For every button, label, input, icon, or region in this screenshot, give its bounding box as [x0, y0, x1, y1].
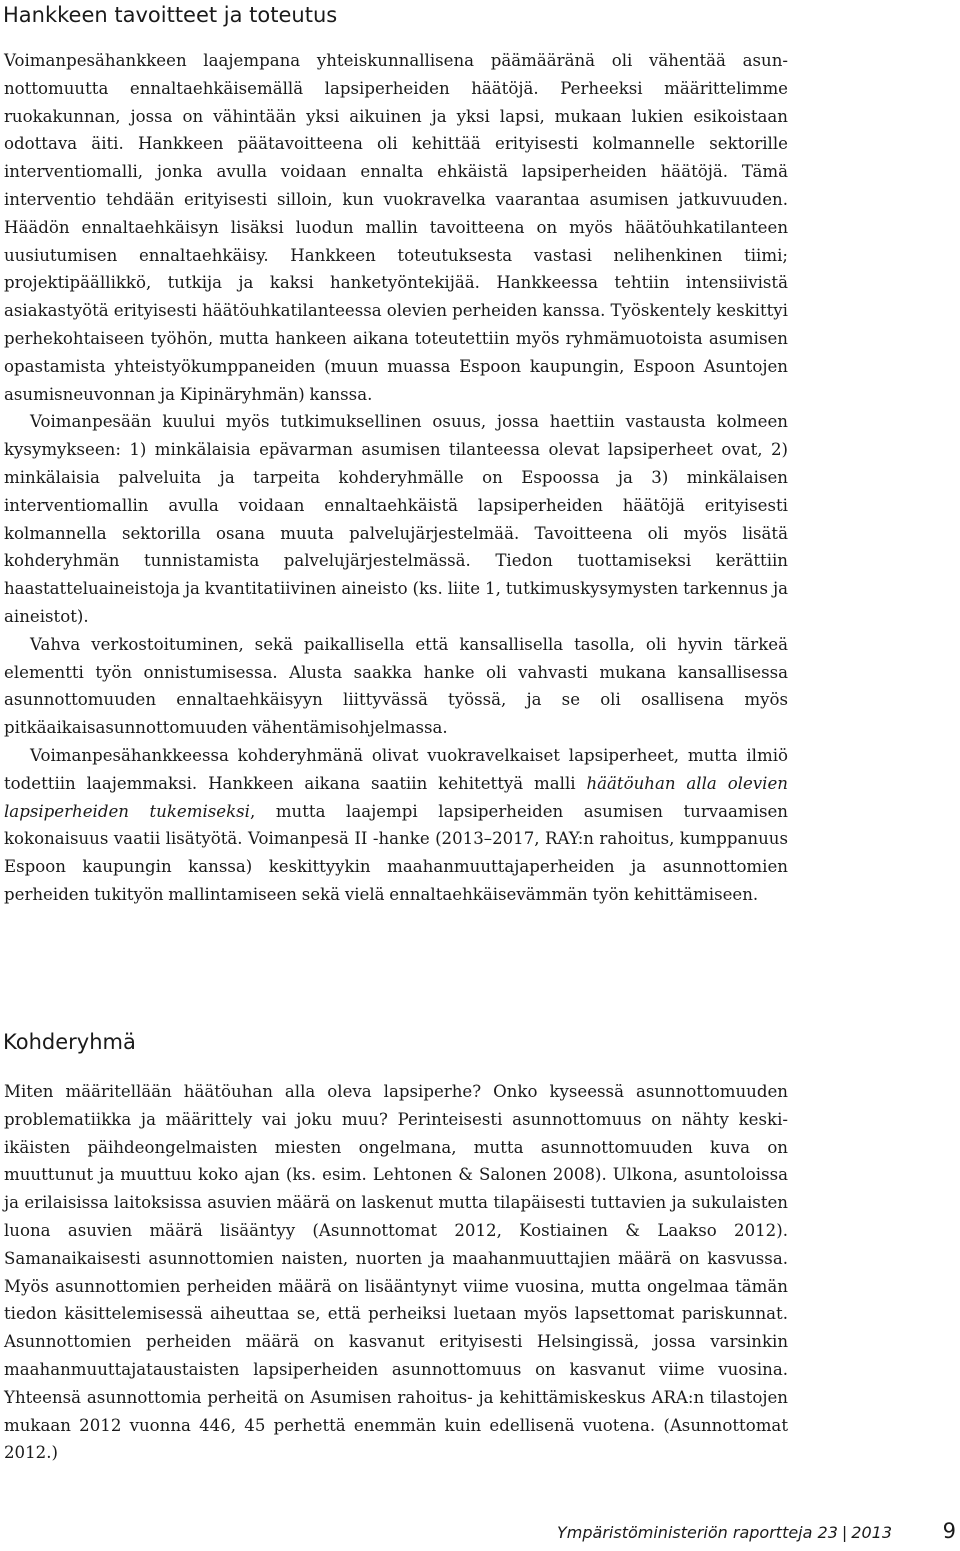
page-footer — [0, 1516, 960, 1546]
paragraph-goals-4-end: , mutta laajempi lapsiperheiden asumisen turvaamisen kokonaisuus vaatii lisätyötä. Voimanpesä II -hanke (2013–2017, RAY:n rahoitus, kumppanuus Espoon kaupungin kanssa) keskittyykin maahanmuuttajaperheiden ja asunnottomien perheiden tukityön mallintamiseen sekä vielä ennaltaehkäisevämmän työn kehittämiseen. — [4, 801, 788, 904]
paragraph-goals-2: Voimanpesään kuului myös tutkimuksellinen osuus, jossa haettiin vastausta kolmeen kysymykseen: 1) minkälaisia epävarman asumisen tilanteessa olevat lapsiperheet ovat, 2) minkälaisia palveluita ja tarpeita kohderyhmälle on Espoossa ja 3) minkälaisen interventiomallin avulla voidaan ennaltaehkäistä lapsiperheiden häätöjä erityisesti kolmannella sektorilla osana muuta palvelujärjestelmää. Tavoitteena oli myös lisätä kohderyhmän tunnistamista palvelujärjestelmässä. Tiedon tuottamiseksi kerättiin haastatteluaineistoja ja kvantitatiivinen aineisto (ks. liite 1, tutkimuskysymysten tarkennus ja aineistot). — [4, 412, 788, 626]
footer-report-series: Ympäristöministeriön raportteja — [557, 1523, 813, 1542]
footer-report-info — [557, 1518, 892, 1548]
section-heading-target-group: Kohderyhmä — [3, 1030, 136, 1054]
paragraph-goals-3: Vahva verkostoituminen, sekä paikallisella että kansallisella tasolla, oli hyvin tärkeä elementti työn onnistumisessa. Alusta saakka hanke oli vahvasti mukana kansallisessa asunnottomuuden ennaltaehkäisyyn liittyvässä työssä, ja se oli osallisena myös pitkäaikaisasunnottomuuden vähentämisohjelmassa. — [4, 634, 788, 738]
paragraph-target-group: Miten määritellään häätöuhan alla oleva lapsiperhe? Onko kyseessä asunnottomuuden problematiikka ja määrittely vai joku muu? Perinteisesti asunnottomuus on nähty keski-ikäisten päihdeongelmaisten miesten ongelmana, mutta asunnottomuuden kuva on muuttunut ja muuttuu koko ajan (ks. esim. Lehtonen & Salonen 2008). Ulkona, asuntoloissa ja erilaisissa laitoksissa asuvien määrä on laskenut mutta tilapäisesti tuttavien ja sukulaisten luona asuvien määrä lisääntyy (Asunnottomat 2012, Kostiainen & Laakso 2012). Samanaikaisesti asunnottomien naisten, nuorten ja maahanmuuttajien määrä on kasvussa. Myös asunnottomien perheiden määrä on lisääntynyt viime vuosina, mutta ongelmaa tämän tiedon käsittelemisessä aiheuttaa se, että perheiksi luetaan myös lapsettomat pariskunnat. Asunnottomien perheiden määrä on kasvanut erityisesti Helsingissä, jossa varsinkin maahanmuuttajataustaisten lapsiperheiden asunnottomuus on kasvanut viime vuosina. Yhteensä asunnottomia perheitä on Asumisen rahoitus- ja kehittämiskeskus ARA:n tilastojen mukaan 2012 vuonna 446, 45 perhettä enemmän kuin edellisenä vuotena. (Asunnottomat 2012.) — [4, 1082, 788, 1463]
section-body-goals — [4, 47, 788, 909]
footer-separator: | — [841, 1523, 848, 1542]
page-number: 9 — [942, 1519, 956, 1543]
footer-year: 2013 — [851, 1523, 892, 1542]
section-heading-goals: Hankkeen tavoitteet ja toteutus — [3, 3, 338, 27]
footer-report-number: 23 — [817, 1523, 838, 1542]
paragraph-goals-1: Voimanpesähankkeen laajempana yhteiskunnallisena päämääränä oli vähentää asunnottomuutta ennaltaehkäisemällä lapsiperheiden häätöjä. Perheeksi määrittelimme ruokakunnan, jossa on vähintään yksi aikuinen ja yksi lapsi, mukaan lukien esikoistaan odottava äiti. Hankkeen päätavoitteena oli kehittää erityisesti kolmannelle sektorille interventiomalli, jonka avulla voidaan ennalta ehkäistä lapsiperheiden häätöjä. Tämä interventio tehdään erityisesti silloin, kun vuokravelka vaarantaa asumisen jatkuvuuden. Häädön ennaltaehkäisyn lisäksi luodun mallin tavoitteena on myös häätöuhkatilanteen uusiutumisen ennaltaehkäisy. Hankkeen toteutuksesta vastasi nelihenkinen tiimi; projektipäällikkö, tutkija ja kaksi hanketyöntekijää. Hankkeessa tehtiin intensiivistä asiakastyötä erityisesti häätöuhkatilanteessa olevien perheiden kanssa. Työskentely keskittyi perhekohtaiseen työhön, mutta hankeen aikana toteutettiin myös ryhmämuotoista asumisen opastamista yhteistyökumppaneiden (muun muassa Espoon kaupungin, Espoon Asuntojen asumisneuvonnan ja Kipinäryhmän) kanssa. — [4, 51, 788, 404]
paragraph-goals-4 — [4, 742, 788, 909]
paragraph-goals-4-start: Voimanpesähankkeessa kohderyhmänä olivat vuokravelkaiset lapsiperheet, mutta ilmiö todettiin laajemmaksi. Hankkeen aikana saatiin kehitettyä malli — [4, 745, 788, 793]
section-body-target-group — [4, 1078, 788, 1467]
paragraph-goals-4-italic: häätöuhan alla olevien lapsiperheiden tukemiseksi — [4, 773, 788, 821]
